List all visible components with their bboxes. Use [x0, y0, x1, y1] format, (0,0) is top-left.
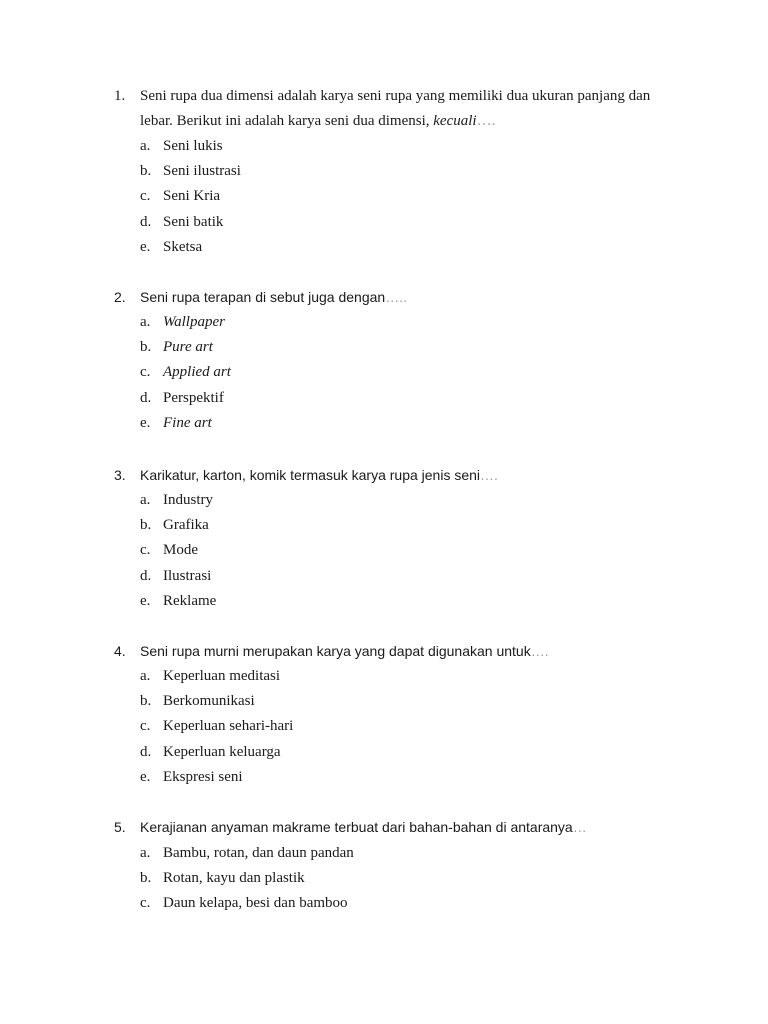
option-text: Ilustrasi — [163, 568, 212, 584]
option-text: Grafika — [163, 517, 209, 533]
option-text: Reklame — [163, 593, 217, 609]
option-text: Seni Kria — [163, 188, 221, 204]
option-text: Applied art — [163, 364, 231, 380]
option-text: Perspektif — [163, 390, 224, 406]
question-dots: …. — [480, 467, 498, 483]
question-text: Kerajianan anyaman makrame terbuat dari bahan-bahan di antaranya — [140, 819, 573, 835]
question-text: Seni rupa murni merupakan karya yang dapat digunakan untuk — [140, 643, 531, 659]
question-text-wrap — [140, 817, 587, 837]
option-text: Seni batik — [163, 214, 224, 230]
option-text: Keperluan sehari-hari — [163, 718, 294, 734]
question-emphasis: kecuali — [433, 113, 477, 129]
question-text-continued — [140, 111, 495, 131]
option-letter: a. — [140, 845, 151, 861]
option-letter: c. — [140, 718, 151, 734]
question-number: 2. — [114, 289, 126, 305]
option-letter: d. — [140, 744, 152, 760]
option-text: Pure art — [163, 339, 213, 355]
option-letter: b. — [140, 693, 152, 709]
question-number: 3. — [114, 467, 126, 483]
option-text: Fine art — [163, 415, 212, 431]
question-number: 1. — [114, 88, 126, 104]
option-letter: b. — [140, 517, 152, 533]
option-text: Keperluan keluarga — [163, 744, 281, 760]
option-letter: c. — [140, 364, 151, 380]
question-dots: …. — [476, 113, 496, 129]
option-text: Bambu, rotan, dan daun pandan — [163, 845, 354, 861]
option-letter: a. — [140, 668, 151, 684]
option-letter: a. — [140, 314, 151, 330]
option-letter: e. — [140, 769, 151, 785]
question-text: Seni rupa dua dimensi adalah karya seni rupa yang memiliki dua ukuran panjang dan — [140, 88, 651, 104]
question-text-wrap — [140, 465, 498, 485]
question-dots: … — [572, 819, 587, 835]
option-letter: c. — [140, 188, 151, 204]
option-text: Wallpaper — [163, 314, 225, 330]
option-text: Keperluan meditasi — [163, 668, 281, 684]
question-number: 4. — [114, 643, 126, 659]
option-letter: e. — [140, 239, 151, 255]
question-number: 5. — [114, 819, 126, 835]
option-text: Sketsa — [163, 239, 203, 255]
question-dots: …. — [530, 643, 549, 659]
option-text: Seni ilustrasi — [163, 163, 241, 179]
option-text: Daun kelapa, besi dan bamboo — [163, 895, 348, 911]
option-text: Seni lukis — [163, 138, 223, 154]
question-text: Seni rupa terapan di sebut juga dengan — [140, 289, 386, 305]
question-text-wrap — [140, 287, 407, 307]
option-letter: d. — [140, 390, 152, 406]
option-text: Mode — [163, 542, 198, 558]
option-letter: b. — [140, 339, 152, 355]
option-letter: e. — [140, 415, 151, 431]
option-letter: b. — [140, 163, 152, 179]
option-letter: e. — [140, 593, 151, 609]
option-text: Ekspresi seni — [163, 769, 243, 785]
question-text: Karikatur, karton, komik termasuk karya rupa jenis seni — [140, 467, 481, 483]
option-letter: c. — [140, 895, 151, 911]
option-letter: d. — [140, 568, 152, 584]
question-dots: ….. — [385, 289, 407, 305]
question-text-part: lebar. Berikut ini adalah karya seni dua dimensi, — [140, 113, 430, 129]
option-letter: a. — [140, 138, 151, 154]
option-letter: d. — [140, 214, 152, 230]
option-letter: b. — [140, 870, 152, 886]
option-text: Rotan, kayu dan plastik — [163, 870, 305, 886]
option-text: Industry — [163, 492, 213, 508]
option-text: Berkomunikasi — [163, 693, 255, 709]
option-letter: c. — [140, 542, 151, 558]
option-letter: a. — [140, 492, 151, 508]
question-text-wrap — [140, 641, 549, 661]
